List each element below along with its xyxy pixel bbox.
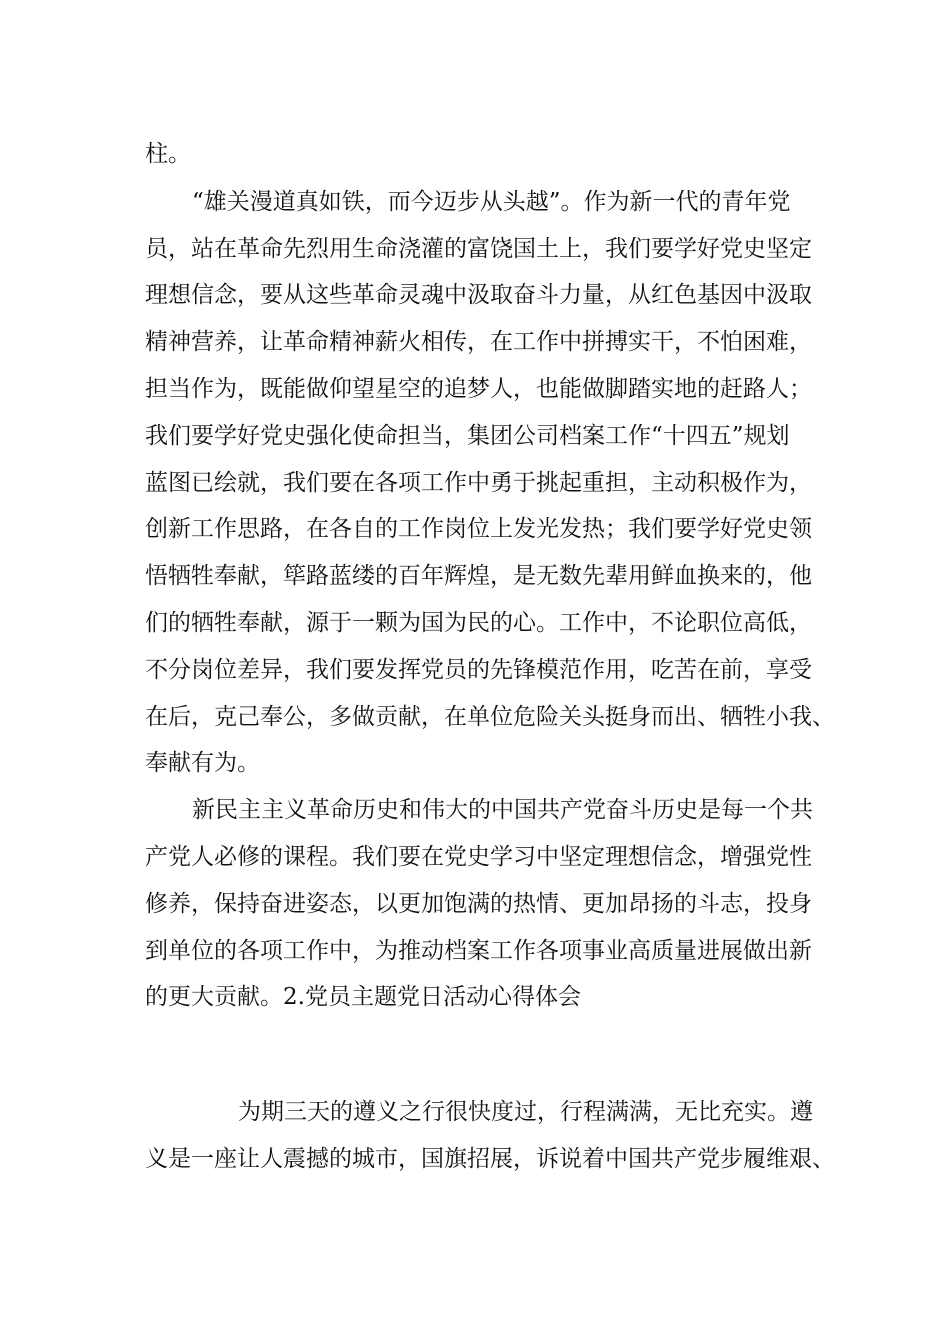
text-line: 的更大贡献。2.党员主题党日活动心得体会	[145, 984, 581, 1010]
paragraph-first-line: 为期三天的遵义之行很快度过，行程满满，无比充实。遵	[238, 1099, 813, 1125]
text-line: 担当作为，既能做仰望星空的追梦人，也能做脚踏实地的赶路人；	[145, 376, 812, 402]
text-line: 义是一座让人震撼的城市，国旗招展，诉说着中国共产党步履维艰、	[145, 1146, 835, 1172]
text-line: 到单位的各项工作中，为推动档案工作各项事业高质量进展做出新	[145, 938, 812, 964]
text-line: 精神营养，让革命精神薪火相传，在工作中拼搏实干，不怕困难，	[145, 329, 812, 355]
text-line: 创新工作思路，在各自的工作岗位上发光发热；我们要学好党史领	[145, 516, 812, 542]
paragraph-first-line: 新民主主义革命历史和伟大的中国共产党奋斗历史是每一个共	[192, 797, 813, 823]
text-line: 奉献有为。	[145, 750, 260, 776]
text-line: 柱。	[145, 141, 191, 167]
text-line: 修养，保持奋进姿态，以更加饱满的热情、更加昂扬的斗志，投身	[145, 891, 812, 917]
text-line: 蓝图已绘就，我们要在各项工作中勇于挑起重担，主动积极作为，	[145, 470, 812, 496]
text-line: 我们要学好党史强化使命担当，集团公司档案工作“十四五”规划	[145, 423, 790, 449]
text-line: 悟牺牲奉献，筚路蓝缕的百年辉煌，是无数先辈用鲜血换来的，他	[145, 563, 812, 589]
text-line: 产党人必修的课程。我们要在党史学习中坚定理想信念，增强党性	[145, 844, 812, 870]
text-line: 不分岗位差异，我们要发挥党员的先锋模范作用，吃苦在前，享受	[145, 657, 812, 683]
paragraph-first-line: “雄关漫道真如铁，而今迈步从头越”。作为新一代的青年党	[192, 189, 791, 215]
text-line: 员，站在革命先烈用生命浇灌的富饶国土上，我们要学好党史坚定	[145, 236, 812, 262]
text-line: 在后，克己奉公，多做贡献，在单位危险关头挺身而出、牺牲小我、	[145, 704, 835, 730]
text-line: 理想信念，要从这些革命灵魂中汲取奋斗力量，从红色基因中汲取	[145, 282, 812, 308]
text-line: 们的牺牲奉献，源于一颗为国为民的心。工作中，不论职位高低，	[145, 610, 812, 636]
